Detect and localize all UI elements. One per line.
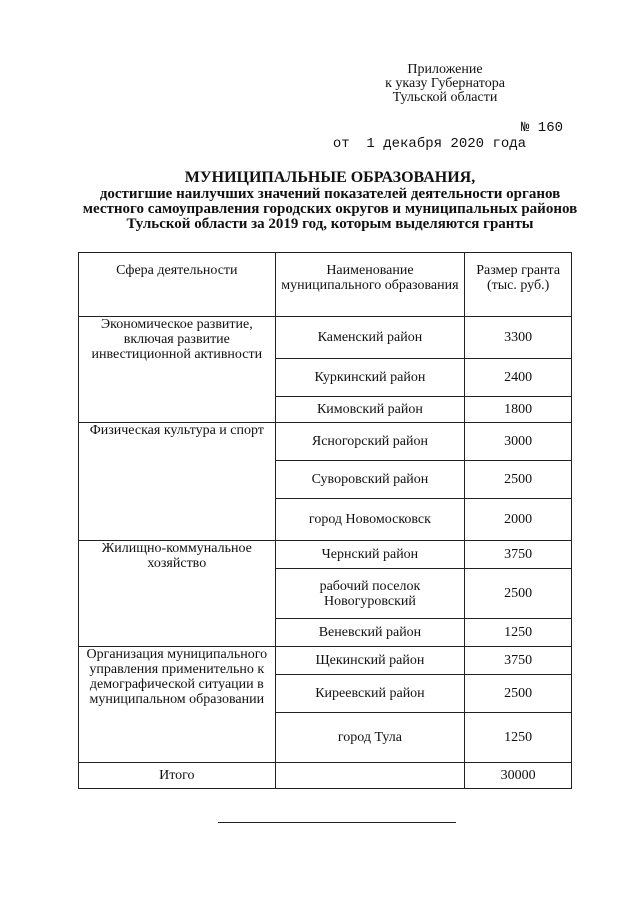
amount-cell: 1250 bbox=[465, 619, 572, 647]
total-empty-cell bbox=[275, 763, 465, 789]
amount-cell: 2500 bbox=[465, 569, 572, 619]
title-line: достигшие наилучших значений показателей деятельности органов bbox=[99, 186, 561, 202]
separator-line bbox=[218, 822, 456, 823]
table-row bbox=[79, 541, 572, 569]
municipality-cell: город Новомосковск bbox=[275, 499, 465, 541]
amount-cell: 2500 bbox=[465, 675, 572, 713]
title-main: МУНИЦИПАЛЬНЫЕ ОБРАЗОВАНИЯ, bbox=[184, 169, 476, 186]
municipality-cell: Кимовский район bbox=[275, 397, 465, 423]
municipality-cell: Ясногорский район bbox=[275, 423, 465, 461]
municipality-cell: Куркинский район bbox=[275, 359, 465, 397]
municipality-cell: Каменский район bbox=[275, 317, 465, 359]
amount-cell: 3300 bbox=[465, 317, 572, 359]
amount-cell: 1250 bbox=[465, 713, 572, 763]
document-title bbox=[70, 170, 590, 232]
sphere-cell: Физическая культура и спорт bbox=[79, 423, 276, 541]
decree-date: от 1 декабря 2020 года bbox=[332, 136, 527, 152]
annex-line: Тульской области bbox=[392, 90, 498, 105]
annex-block bbox=[380, 63, 510, 105]
municipality-cell: Щекинский район bbox=[275, 647, 465, 675]
table-row bbox=[79, 647, 572, 675]
amount-cell: 2500 bbox=[465, 461, 572, 499]
grants-table bbox=[78, 252, 572, 789]
municipality-cell: Киреевский район bbox=[275, 675, 465, 713]
sphere-cell: Экономическое развитие, включая развитие инвестиционной активности bbox=[79, 317, 276, 423]
municipality-cell: рабочий поселок Новогуровский bbox=[275, 569, 465, 619]
amount-cell: 3750 bbox=[465, 541, 572, 569]
decree-reference bbox=[316, 120, 564, 168]
header-grant-amount: Размер гранта (тыс. руб.) bbox=[465, 253, 572, 317]
annex-line: к указу Губернатора bbox=[385, 76, 505, 91]
header-municipality: Наименование муниципального образования bbox=[275, 253, 465, 317]
title-line: Тульской области за 2019 год, которым выделяются гранты bbox=[126, 216, 534, 232]
total-row bbox=[79, 763, 572, 789]
amount-cell: 3750 bbox=[465, 647, 572, 675]
total-amount: 30000 bbox=[465, 763, 572, 789]
amount-cell: 1800 bbox=[465, 397, 572, 423]
municipality-cell: Веневский район bbox=[275, 619, 465, 647]
title-line: местного самоуправления городских округов и муниципальных районов bbox=[82, 201, 578, 217]
sphere-cell: Жилищно-коммунальное хозяйство bbox=[79, 541, 276, 647]
table-header-row bbox=[79, 253, 572, 317]
decree-number: № 160 bbox=[521, 120, 564, 136]
municipality-cell: город Тула bbox=[275, 713, 465, 763]
amount-cell: 2400 bbox=[465, 359, 572, 397]
amount-cell: 2000 bbox=[465, 499, 572, 541]
municipality-cell: Чернский район bbox=[275, 541, 465, 569]
table-row bbox=[79, 423, 572, 461]
header-sphere: Сфера деятельности bbox=[79, 253, 276, 317]
total-label: Итого bbox=[79, 763, 276, 789]
table-row bbox=[79, 317, 572, 359]
municipality-cell: Суворовский район bbox=[275, 461, 465, 499]
annex-line: Приложение bbox=[407, 62, 483, 77]
sphere-cell: Организация муниципального управления применительно к демографической ситуации в муниципальном образовании bbox=[79, 647, 276, 763]
amount-cell: 3000 bbox=[465, 423, 572, 461]
